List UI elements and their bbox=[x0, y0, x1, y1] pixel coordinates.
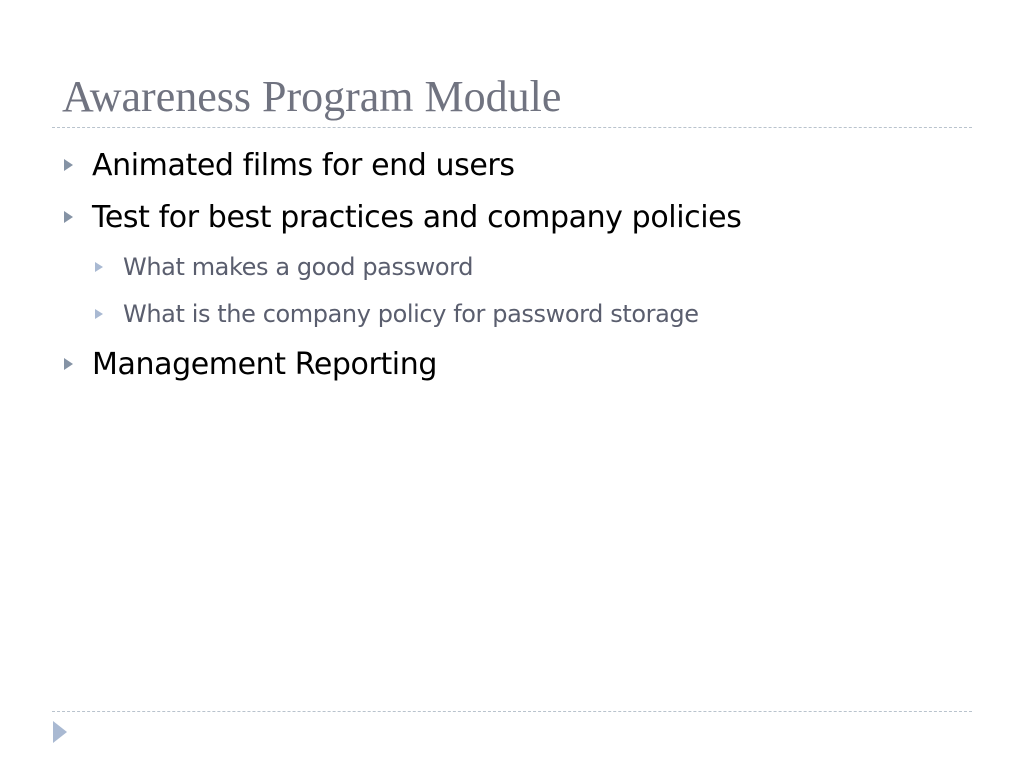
sub-bullet-text: What is the company policy for password storage bbox=[123, 300, 699, 328]
bullet-text: Test for best practices and company policies bbox=[92, 199, 742, 235]
sub-bullet-item bbox=[95, 299, 699, 329]
bullet-item bbox=[64, 147, 515, 183]
triangle-right-icon bbox=[95, 309, 103, 319]
sub-bullet-text: What makes a good password bbox=[123, 253, 474, 281]
triangle-right-icon bbox=[95, 262, 103, 272]
bullet-item bbox=[64, 346, 437, 382]
sub-bullet-item bbox=[95, 252, 473, 282]
slide-title: Awareness Program Module bbox=[62, 72, 562, 121]
bullet-item bbox=[64, 199, 741, 235]
footer-divider bbox=[52, 711, 972, 712]
bullet-text: Animated films for end users bbox=[92, 147, 515, 183]
triangle-right-icon bbox=[64, 159, 73, 171]
triangle-right-icon bbox=[64, 211, 73, 223]
title-divider bbox=[52, 127, 972, 128]
triangle-right-icon bbox=[64, 358, 73, 370]
play-triangle-icon bbox=[53, 721, 67, 743]
bullet-text: Management Reporting bbox=[92, 346, 437, 382]
